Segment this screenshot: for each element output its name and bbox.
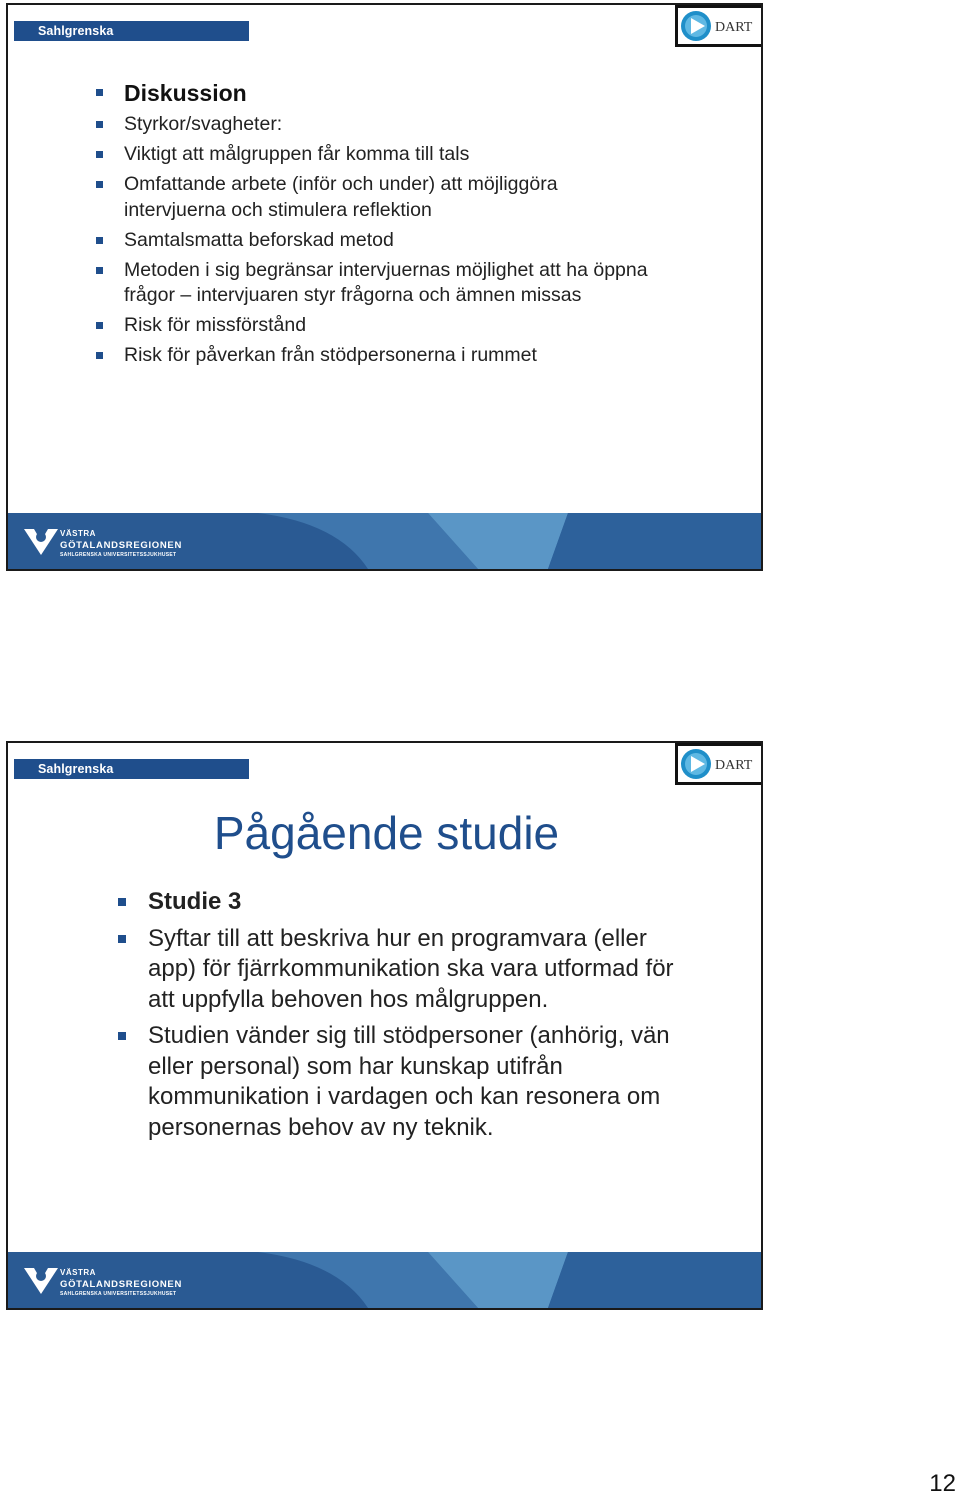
vgr-line2: GÖTALANDSREGIONEN — [60, 1279, 183, 1290]
list-item: Studien vänder sig till stödpersoner (anhörig, vän eller personal) som har kunskap utifrån kommunikation i vardagen och kan resonera om personernas behov av ny teknik. — [118, 1021, 678, 1143]
list-item: Samtalsmatta beforskad metod — [96, 228, 656, 254]
dart-logo — [675, 743, 761, 785]
list-item: Studie 3 — [118, 887, 678, 918]
list-item: Viktigt att målgruppen får komma till tals — [96, 142, 656, 168]
slide-pagaende-studie — [6, 741, 763, 1310]
dart-logo-text: DART — [715, 758, 753, 773]
vgr-line3: SAHLGRENSKA UNIVERSITETSSJUKHUSET — [60, 552, 177, 558]
vgr-line3: SAHLGRENSKA UNIVERSITETSSJUKHUSET — [60, 1291, 177, 1297]
vgr-line2: GÖTALANDSREGIONEN — [60, 540, 183, 551]
slide1-bullet-list — [96, 79, 656, 373]
banner-notch — [8, 759, 14, 779]
slide2-bullet-list — [118, 887, 678, 1149]
list-item: Diskussion — [96, 79, 656, 107]
list-item: Syftar till att beskriva hur en programvara (eller app) för fjärrkommunikation ska vara utformad för att uppfylla behoven hos målgruppen. — [118, 924, 678, 1016]
banner-notch — [8, 21, 14, 41]
vgr-line1: VÄSTRA — [60, 529, 96, 538]
page-number: 12 — [929, 1470, 956, 1497]
vgr-footer — [8, 513, 761, 569]
dart-logo-text: DART — [715, 20, 753, 35]
list-item: Styrkor/svagheter: — [96, 112, 656, 138]
list-item: Metoden i sig begränsar intervjuernas möjlighet att ha öppna frågor – intervjuaren styr frågorna och ämnen missas — [96, 258, 656, 309]
vgr-line1: VÄSTRA — [60, 1268, 96, 1277]
dart-logo — [675, 5, 761, 47]
hospital-banner: Sahlgrenska Universitetssjukhuset — [8, 759, 249, 779]
hospital-banner: Sahlgrenska Universitetssjukhuset — [8, 21, 249, 41]
list-item: Omfattande arbete (inför och under) att möjliggöra intervjuerna och stimulera reflektion — [96, 172, 656, 223]
slide-title: Pågående studie — [213, 807, 560, 859]
slide-diskussion — [6, 3, 763, 571]
vgr-footer — [8, 1252, 761, 1308]
list-item: Risk för missförstånd — [96, 313, 656, 339]
list-item: Risk för påverkan från stödpersonerna i rummet — [96, 343, 656, 369]
